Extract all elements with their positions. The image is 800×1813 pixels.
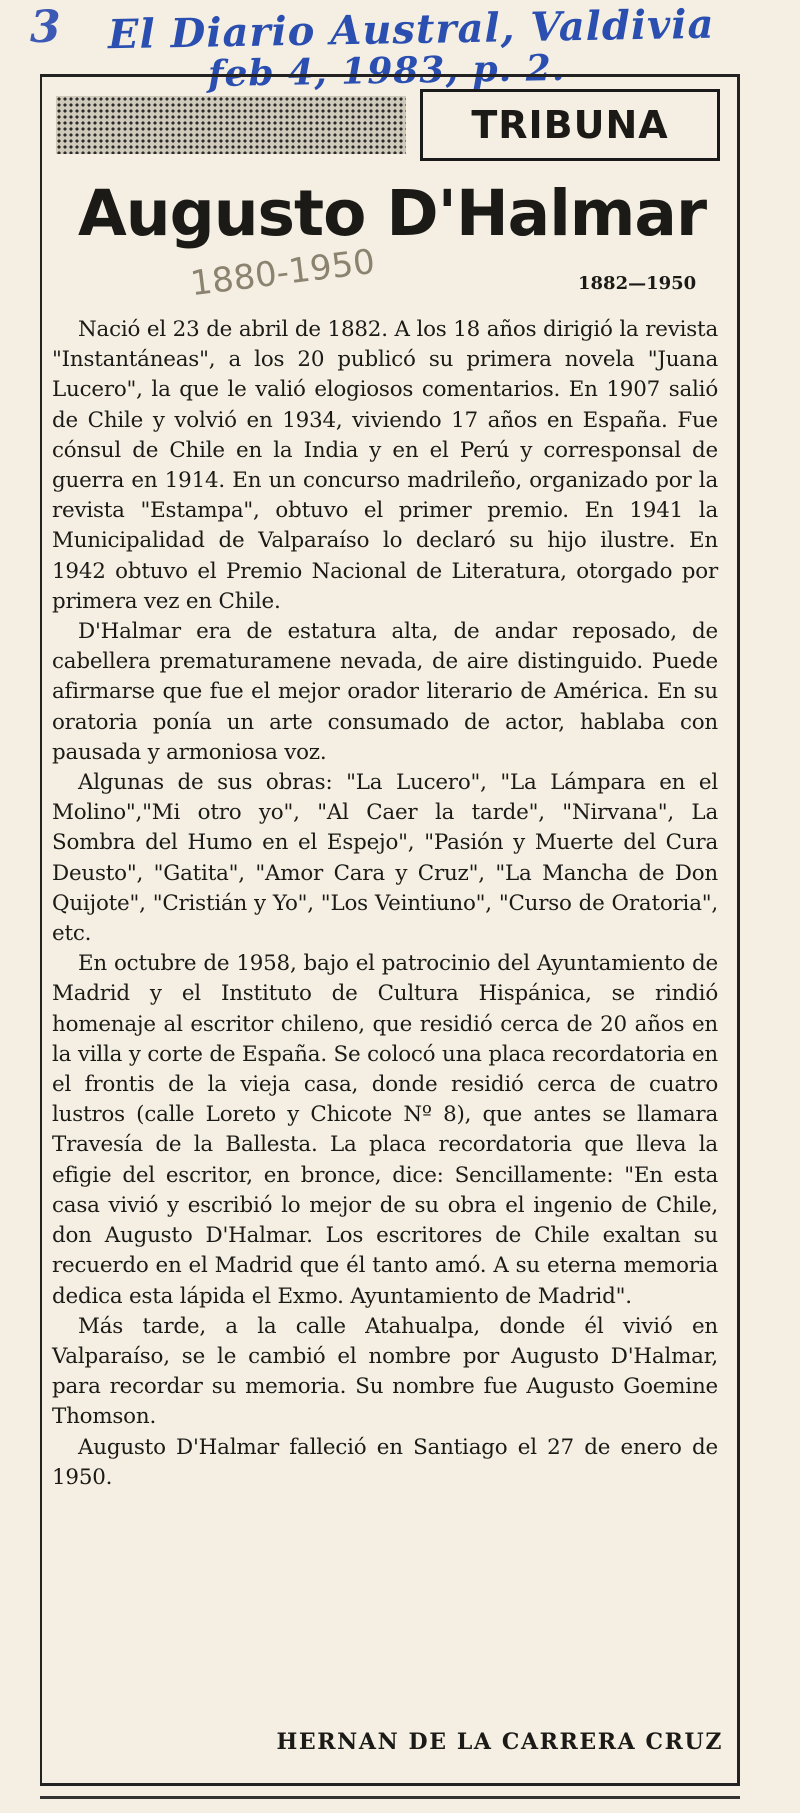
- handwritten-source-note: El Diario Austral, Valdivia: [107, 0, 715, 59]
- paragraph-works: Algunas de sus obras: "La Lucero", "La Lámpara en el Molino","Mi otro yo", "Al Caer la tarde", "Nirvana", La Sombra del Humo en el Espejo", "Pasión y Muerte del Cura Deusto", "Gatita", "Amor Cara y Cruz", "La Mancha de Don Quijote", "Cristián y Yo", "Los Veintiuno", "Curso de Oratoria", etc.: [52, 770, 718, 947]
- article-headline: Augusto D'Halmar: [77, 177, 707, 250]
- newspaper-clipping: [40, 74, 740, 1786]
- section-label: TRIBUNA: [420, 89, 720, 161]
- lifespan-years: 1882—1950: [578, 273, 697, 294]
- pencil-annotation-years: 1880-1950: [188, 241, 378, 305]
- paragraph-death: Augusto D'Halmar falleció en Santiago el 27 de enero de 1950.: [52, 1434, 718, 1490]
- handwritten-corner-mark: 3: [30, 2, 62, 53]
- paragraph-street: Más tarde, a la calle Atahualpa, donde él vivió en Valparaíso, se le cambió el nombre por Augusto D'Halmar, para recordar su memoria. Su nombre fue Augusto Goemine Thomson.: [52, 1313, 718, 1430]
- paragraph-description: D'Halmar era de estatura alta, de andar reposado, de cabellera prematuramene nevada, de aire distinguido. Puede afirmarse que fue el mejor orador literario de América. En su oratoria ponía un arte consumado de actor, hablaba con pausada y armoniosa voz.: [52, 619, 718, 765]
- handwritten-date-note: feb 4, 1983, p. 2.: [207, 46, 566, 96]
- halftone-pattern: [56, 96, 406, 154]
- author-byline: HERNAN DE LA CARRERA CRUZ: [276, 1729, 723, 1755]
- paragraph-homage: En octubre de 1958, bajo el patrocinio del Ayuntamiento de Madrid y el Instituto de Cultura Hispánica, se rindió homenaje al escritor chileno, que residió cerca de 20 años en la villa y corte de España. Se colocó una placa recordatoria en el frontis de la vieja casa, donde residió cerca de cuatro lustros (calle Loreto y Chicote Nº 8), que antes se llamara Travesía de la Ballesta. La placa recordatoria que lleva la efigie del escritor, en bronce, dice: Sencillamente: "En esta casa vivió y escribió lo mejor de su obra el ingenio de Chile, don Augusto D'Halmar. Los escritores de Chile exaltan su recuerdo en el Madrid que él tanto amó. A su eterna memoria dedica esta lápida el Exmo. Ayuntamiento de Madrid".: [52, 951, 718, 1309]
- article-body: [52, 315, 718, 1493]
- section-header: [56, 89, 720, 161]
- bottom-rule: [40, 1796, 740, 1799]
- paragraph-biography: Nació el 23 de abril de 1882. A los 18 años dirigió la revista "Instantáneas", a los 20 publicó su primera novela "Juana Lucero", la que le valió elogiosos comentarios. En 1907 salió de Chile y volvió en 1934, viviendo 17 años en España. Fue cónsul de Chile en la India y en el Perú y corresponsal de guerra en 1914. En un concurso madrileño, organizado por la revista "Estampa", obtuvo el primer premio. En 1941 la Municipalidad de Valparaíso lo declaró su hijo ilustre. En 1942 obtuvo el Premio Nacional de Literatura, otorgado por primera vez en Chile.: [52, 317, 718, 614]
